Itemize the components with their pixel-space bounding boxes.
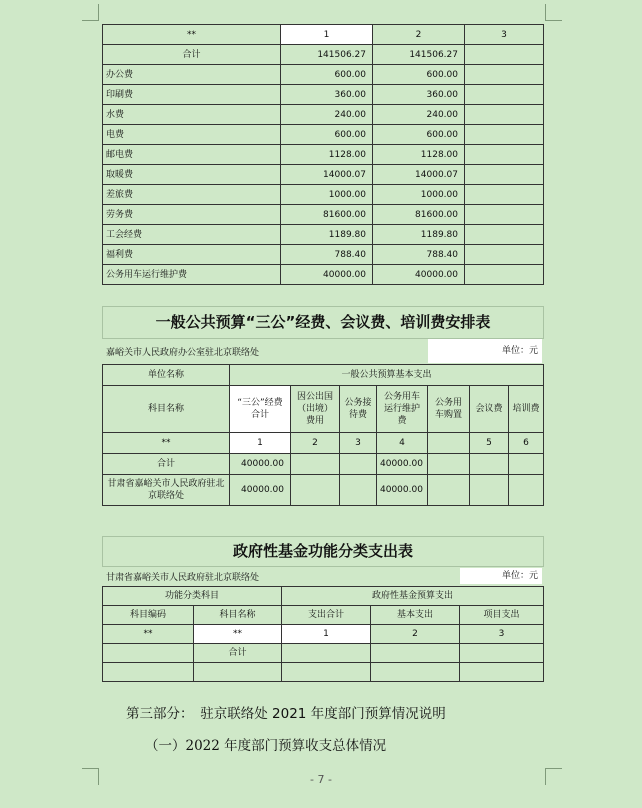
table-row <box>103 644 544 663</box>
table-row <box>103 85 544 105</box>
row-label: 甘肃省嘉峪关市人民政府驻北京联络处 <box>103 475 230 506</box>
num-cell: ** <box>103 433 230 454</box>
row-value <box>194 663 282 682</box>
header-unit-name: 单位名称 <box>103 365 230 386</box>
row-value: 40000.00 <box>281 265 373 285</box>
table-row <box>103 165 544 185</box>
table-header-row <box>103 587 544 606</box>
row-label: 电费 <box>103 125 281 145</box>
table-header-row <box>103 365 544 386</box>
row-value <box>465 265 544 285</box>
num-cell: 1 <box>282 625 371 644</box>
row-value: 40000.00 <box>373 265 465 285</box>
expense-detail-table <box>102 24 544 285</box>
row-value: 81600.00 <box>373 205 465 225</box>
row-value <box>465 65 544 85</box>
row-value: 14000.07 <box>281 165 373 185</box>
row-value <box>340 454 377 475</box>
three-public-expenses-title: 一般公共预算“三公”经费、会议费、培训费安排表 <box>102 306 544 339</box>
table-header-row <box>103 386 544 433</box>
row-value: 600.00 <box>281 125 373 145</box>
num-cell: 2 <box>371 625 460 644</box>
row-value <box>465 165 544 185</box>
government-fund-table <box>102 586 544 682</box>
row-value <box>282 644 371 663</box>
table-row <box>103 125 544 145</box>
row-value <box>291 454 340 475</box>
three-public-expenses-table <box>102 364 544 506</box>
row-value <box>282 663 371 682</box>
row-label: 合计 <box>194 644 282 663</box>
row-value <box>465 85 544 105</box>
table-row <box>103 225 544 245</box>
row-value: 141506.27 <box>373 45 465 65</box>
row-value <box>428 475 470 506</box>
row-value: 600.00 <box>373 65 465 85</box>
row-value <box>509 454 544 475</box>
num-cell: ** <box>194 625 282 644</box>
government-fund-title: 政府性基金功能分类支出表 <box>102 536 544 567</box>
crop-mark-top-left <box>82 4 99 21</box>
header-total: 支出合计 <box>282 606 371 625</box>
unit-label: 单位：元 <box>460 568 542 584</box>
header-subject-name: 科目名称 <box>103 386 230 433</box>
row-label: 福利费 <box>103 245 281 265</box>
row-value <box>470 454 509 475</box>
row-value <box>460 644 544 663</box>
row-label: 印刷费 <box>103 85 281 105</box>
row-value: 788.40 <box>281 245 373 265</box>
row-value <box>465 205 544 225</box>
header-col: 会议费 <box>470 386 509 433</box>
row-value: 1189.80 <box>373 225 465 245</box>
num-cell: 1 <box>230 433 291 454</box>
row-value: 600.00 <box>373 125 465 145</box>
header-cell: 3 <box>465 25 544 45</box>
row-value: 1000.00 <box>373 185 465 205</box>
header-budget: 一般公共预算基本支出 <box>230 365 544 386</box>
header-func: 功能分类科目 <box>103 587 282 606</box>
table-row <box>103 625 544 644</box>
unit-org: 嘉峪关市人民政府办公室驻北京联络处 <box>106 348 260 358</box>
num-cell: 5 <box>470 433 509 454</box>
row-label: 水费 <box>103 105 281 125</box>
row-value: 81600.00 <box>281 205 373 225</box>
num-cell: 3 <box>460 625 544 644</box>
row-label: 取暖费 <box>103 165 281 185</box>
row-label: 办公费 <box>103 65 281 85</box>
row-value: 40000.00 <box>230 454 291 475</box>
row-value: 14000.07 <box>373 165 465 185</box>
header-col: “三公”经费合计 <box>230 386 291 433</box>
crop-mark-top-right <box>545 4 562 21</box>
row-value <box>460 663 544 682</box>
table-row <box>103 45 544 65</box>
header-col: 培训费 <box>509 386 544 433</box>
unit-org: 甘肃省嘉峪关市人民政府驻北京联络处 <box>106 573 260 583</box>
row-value <box>465 225 544 245</box>
row-label: 合计 <box>103 454 230 475</box>
row-value: 788.40 <box>373 245 465 265</box>
header-cell: ** <box>103 25 281 45</box>
table-row <box>103 433 544 454</box>
row-value <box>465 245 544 265</box>
row-value: 240.00 <box>373 105 465 125</box>
header-col: 因公出国（出境）费用 <box>291 386 340 433</box>
row-value: 1189.80 <box>281 225 373 245</box>
unit-label: 单位：元 <box>428 339 542 363</box>
table-row <box>103 454 544 475</box>
row-label: 差旅费 <box>103 185 281 205</box>
row-value: 141506.27 <box>281 45 373 65</box>
table-row <box>103 105 544 125</box>
num-cell: 2 <box>291 433 340 454</box>
header-col: 公务用车购置 <box>428 386 470 433</box>
row-value: 40000.00 <box>230 475 291 506</box>
row-value <box>465 145 544 165</box>
row-value: 360.00 <box>281 85 373 105</box>
header-col: 公务接待费 <box>340 386 377 433</box>
table-row <box>103 185 544 205</box>
row-value <box>103 663 194 682</box>
row-value <box>291 475 340 506</box>
part3-heading: 第三部分： 驻京联络处 2021 年度部门预算情况说明 <box>126 706 446 722</box>
subsection-heading: （一）2022 年度部门预算收支总体情况 <box>145 738 387 754</box>
row-value <box>509 475 544 506</box>
table-row <box>103 663 544 682</box>
row-value <box>103 644 194 663</box>
header-code: 科目编码 <box>103 606 194 625</box>
header-basic: 基本支出 <box>371 606 460 625</box>
row-value: 360.00 <box>373 85 465 105</box>
header-cell: 2 <box>373 25 465 45</box>
row-value: 600.00 <box>281 65 373 85</box>
row-label: 工会经费 <box>103 225 281 245</box>
table-header-row <box>103 606 544 625</box>
table-row <box>103 65 544 85</box>
row-value <box>371 663 460 682</box>
row-value <box>371 644 460 663</box>
row-value: 1000.00 <box>281 185 373 205</box>
table-row <box>103 145 544 165</box>
num-cell: 3 <box>340 433 377 454</box>
row-value: 1128.00 <box>373 145 465 165</box>
row-value <box>465 105 544 125</box>
row-value: 1128.00 <box>281 145 373 165</box>
table-row <box>103 205 544 225</box>
table-row <box>103 475 544 506</box>
header-col: 公务用车运行维护费 <box>377 386 428 433</box>
row-value: 240.00 <box>281 105 373 125</box>
row-label: 公务用车运行维护费 <box>103 265 281 285</box>
row-value <box>465 185 544 205</box>
row-value: 40000.00 <box>377 475 428 506</box>
row-value <box>340 475 377 506</box>
row-label: 劳务费 <box>103 205 281 225</box>
num-cell <box>428 433 470 454</box>
header-cell: 1 <box>281 25 373 45</box>
num-cell: 4 <box>377 433 428 454</box>
table-row <box>103 265 544 285</box>
row-value <box>470 475 509 506</box>
table-row <box>103 245 544 265</box>
row-value <box>465 125 544 145</box>
table-header-row <box>103 25 544 45</box>
num-cell: 6 <box>509 433 544 454</box>
page-number: - 7 - <box>310 773 332 786</box>
num-cell: ** <box>103 625 194 644</box>
row-label: 合计 <box>103 45 281 65</box>
row-label: 邮电费 <box>103 145 281 165</box>
row-value <box>465 45 544 65</box>
row-value <box>428 454 470 475</box>
header-project: 项目支出 <box>460 606 544 625</box>
header-name: 科目名称 <box>194 606 282 625</box>
header-fund: 政府性基金预算支出 <box>282 587 544 606</box>
row-value: 40000.00 <box>377 454 428 475</box>
